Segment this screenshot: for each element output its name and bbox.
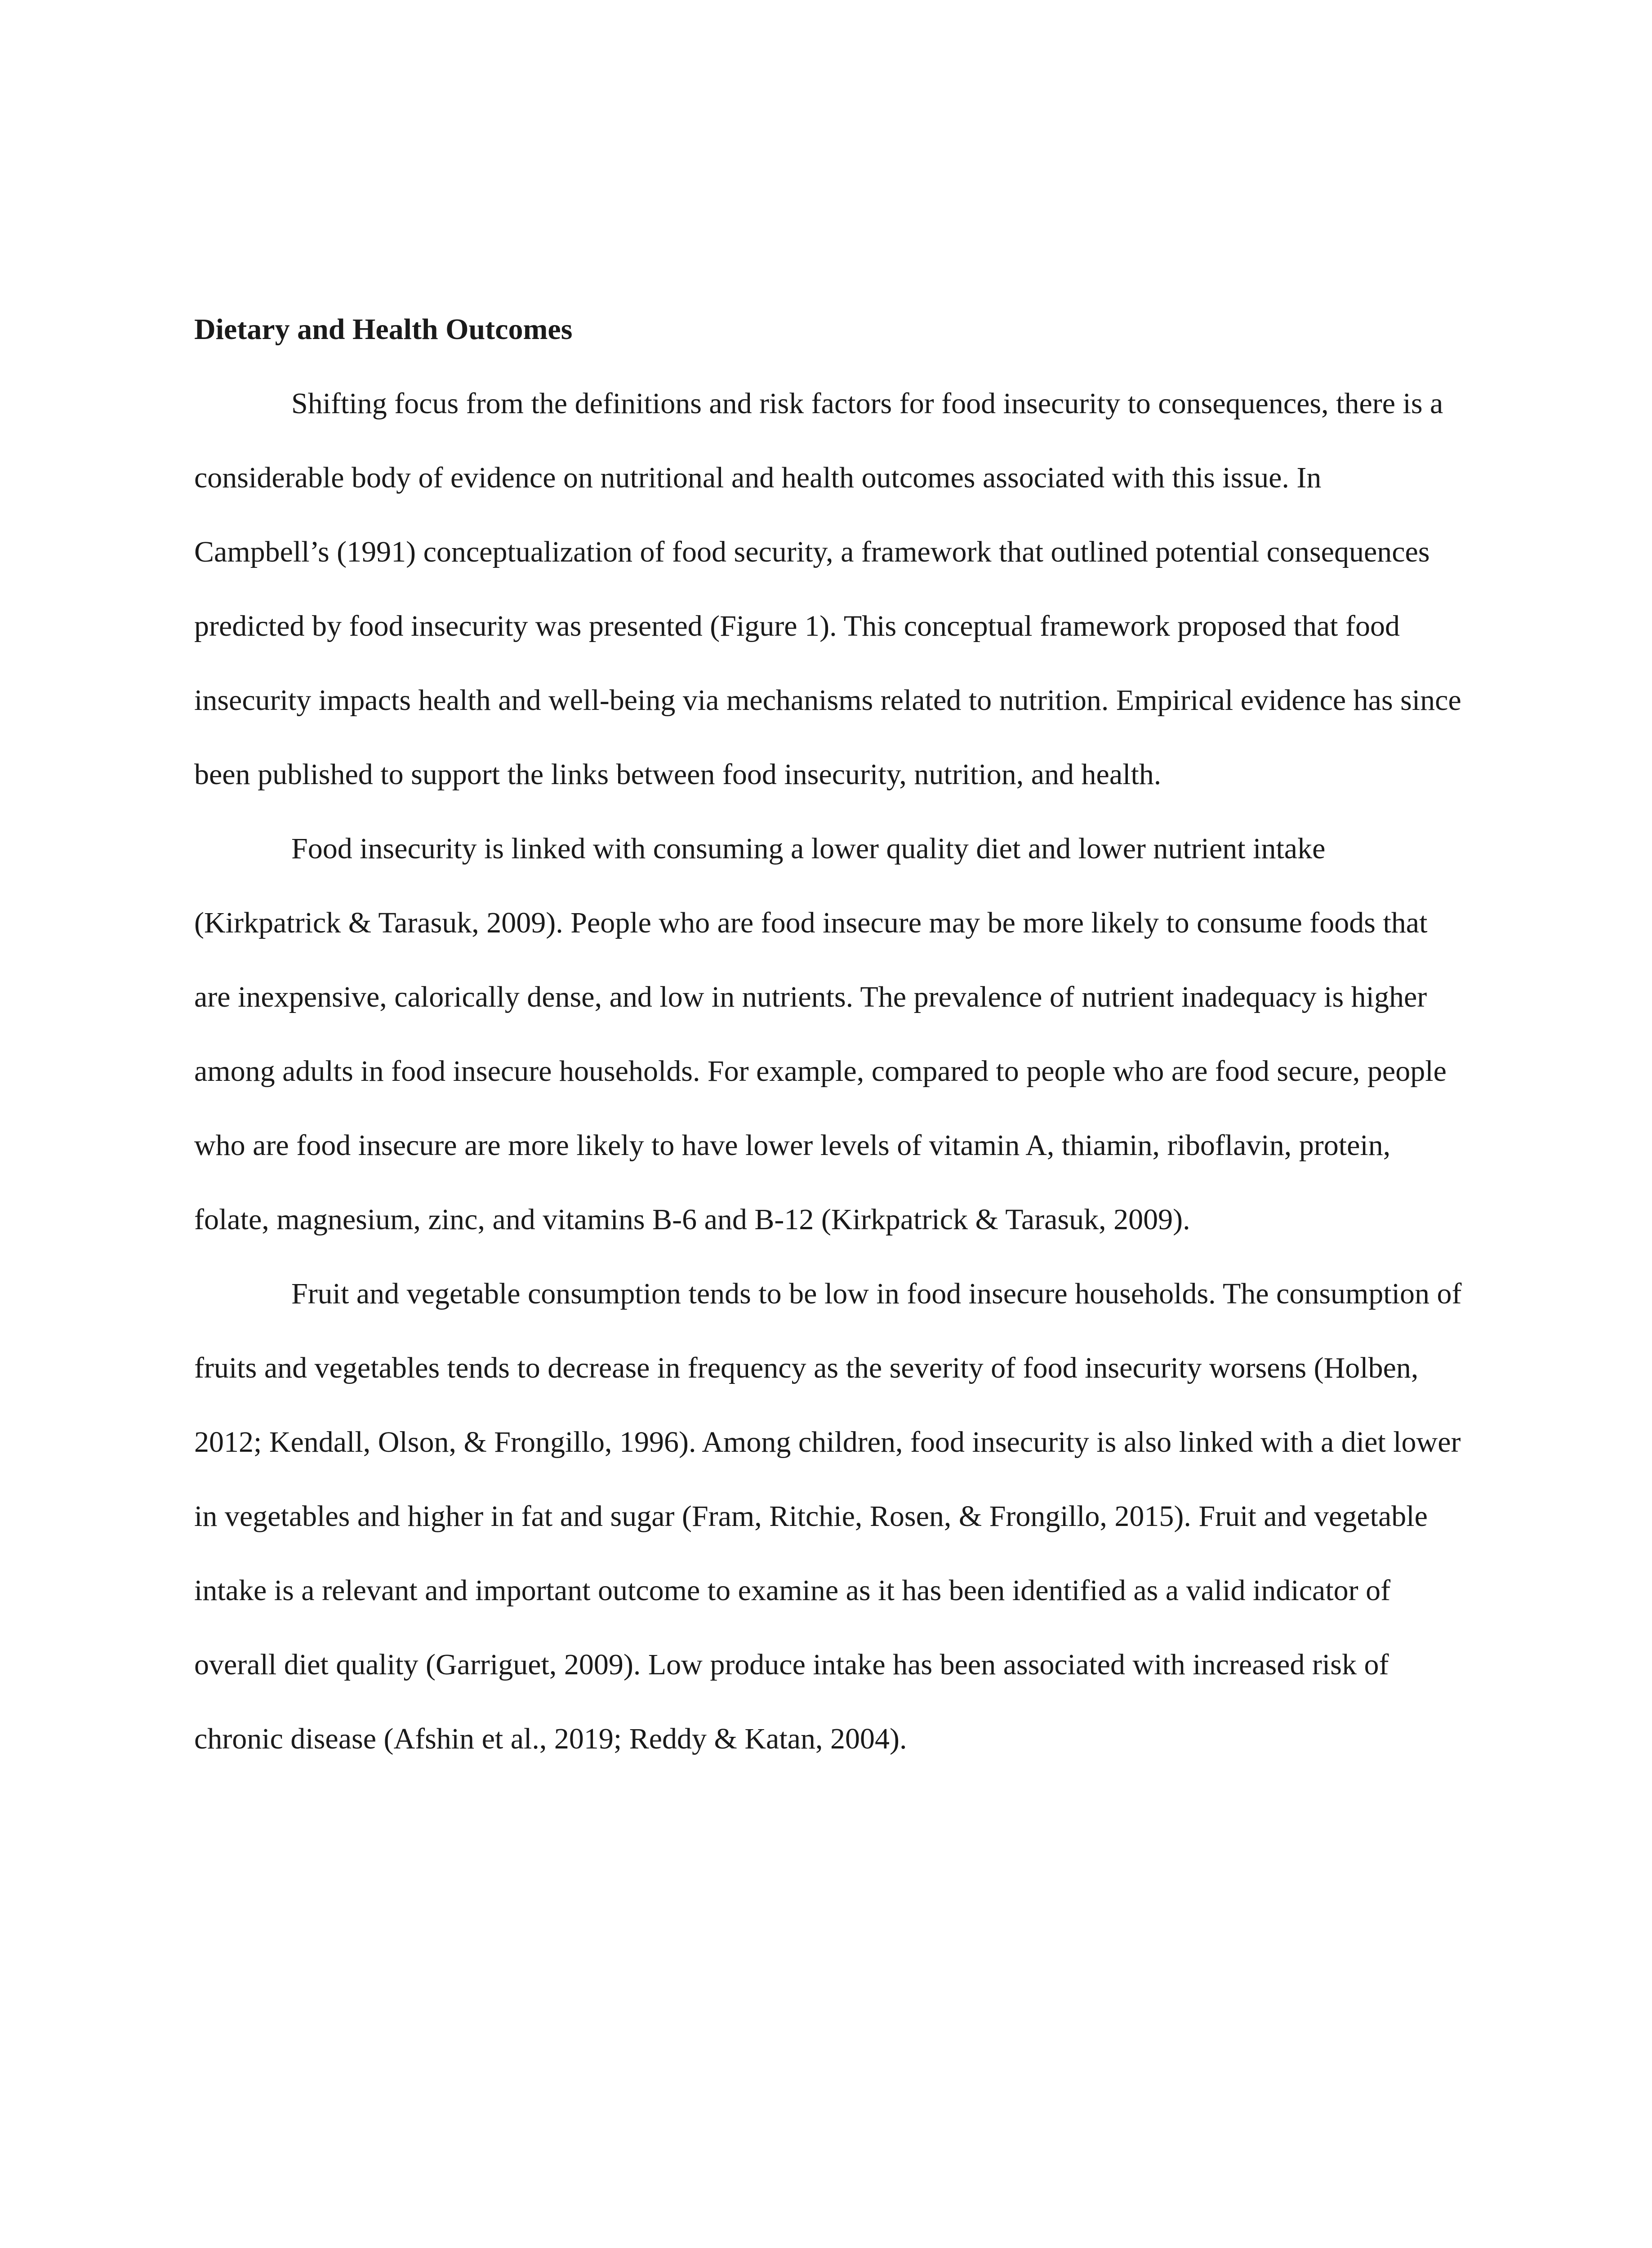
section-heading: Dietary and Health Outcomes [194, 313, 573, 346]
page-body [194, 292, 1462, 1776]
paragraph-nutrient-intake: Food insecurity is linked with consuming a lower quality diet and lower nutrient intake (Kirkpatrick & Tarasuk, 2009). People who are food insecure may be more likely to consume foods that are inexpensive, calorically dense, and low in nutrients. The prevalence of nutrient inadequacy is higher among adults in food insecure households. For example, compared to people who are food secure, people who are food insecure are more likely to have lower levels of vitamin A, thiamin, riboflavin, protein, folate, magnesium, zinc, and vitamins B-6 and B-12 (Kirkpatrick & Tarasuk, 2009). [194, 832, 1447, 1236]
paragraph-fruit-vegetable: Fruit and vegetable consumption tends to be low in food insecure households. The consumption of fruits and vegetables tends to decrease in frequency as the severity of food insecurity worsens (Holben, 2012; Kendall, Olson, & Frongillo, 1996). Among children, food insecurity is also linked with a diet lower in vegetables and higher in fat and sugar (Fram, Ritchie, Rosen, & Frongillo, 2015). Fruit and vegetable intake is a relevant and important outcome to examine as it has been identified as a valid indicator of overall diet quality (Garriguet, 2009). Low produce intake has been associated with increased risk of chronic disease (Afshin et al., 2019; Reddy & Katan, 2004). [194, 1277, 1462, 1755]
paragraph-consequences: Shifting focus from the definitions and risk factors for food insecurity to consequences, there is a considerable body of evidence on nutritional and health outcomes associated with this issue. In Campbell’s (1991) conceptualization of food security, a framework that outlined potential consequences predicted by food insecurity was presented (Figure 1). This conceptual framework proposed that food insecurity impacts health and well-being via mechanisms related to nutrition. Empirical evidence has since been published to support the links between food insecurity, nutrition, and health. [194, 387, 1461, 791]
